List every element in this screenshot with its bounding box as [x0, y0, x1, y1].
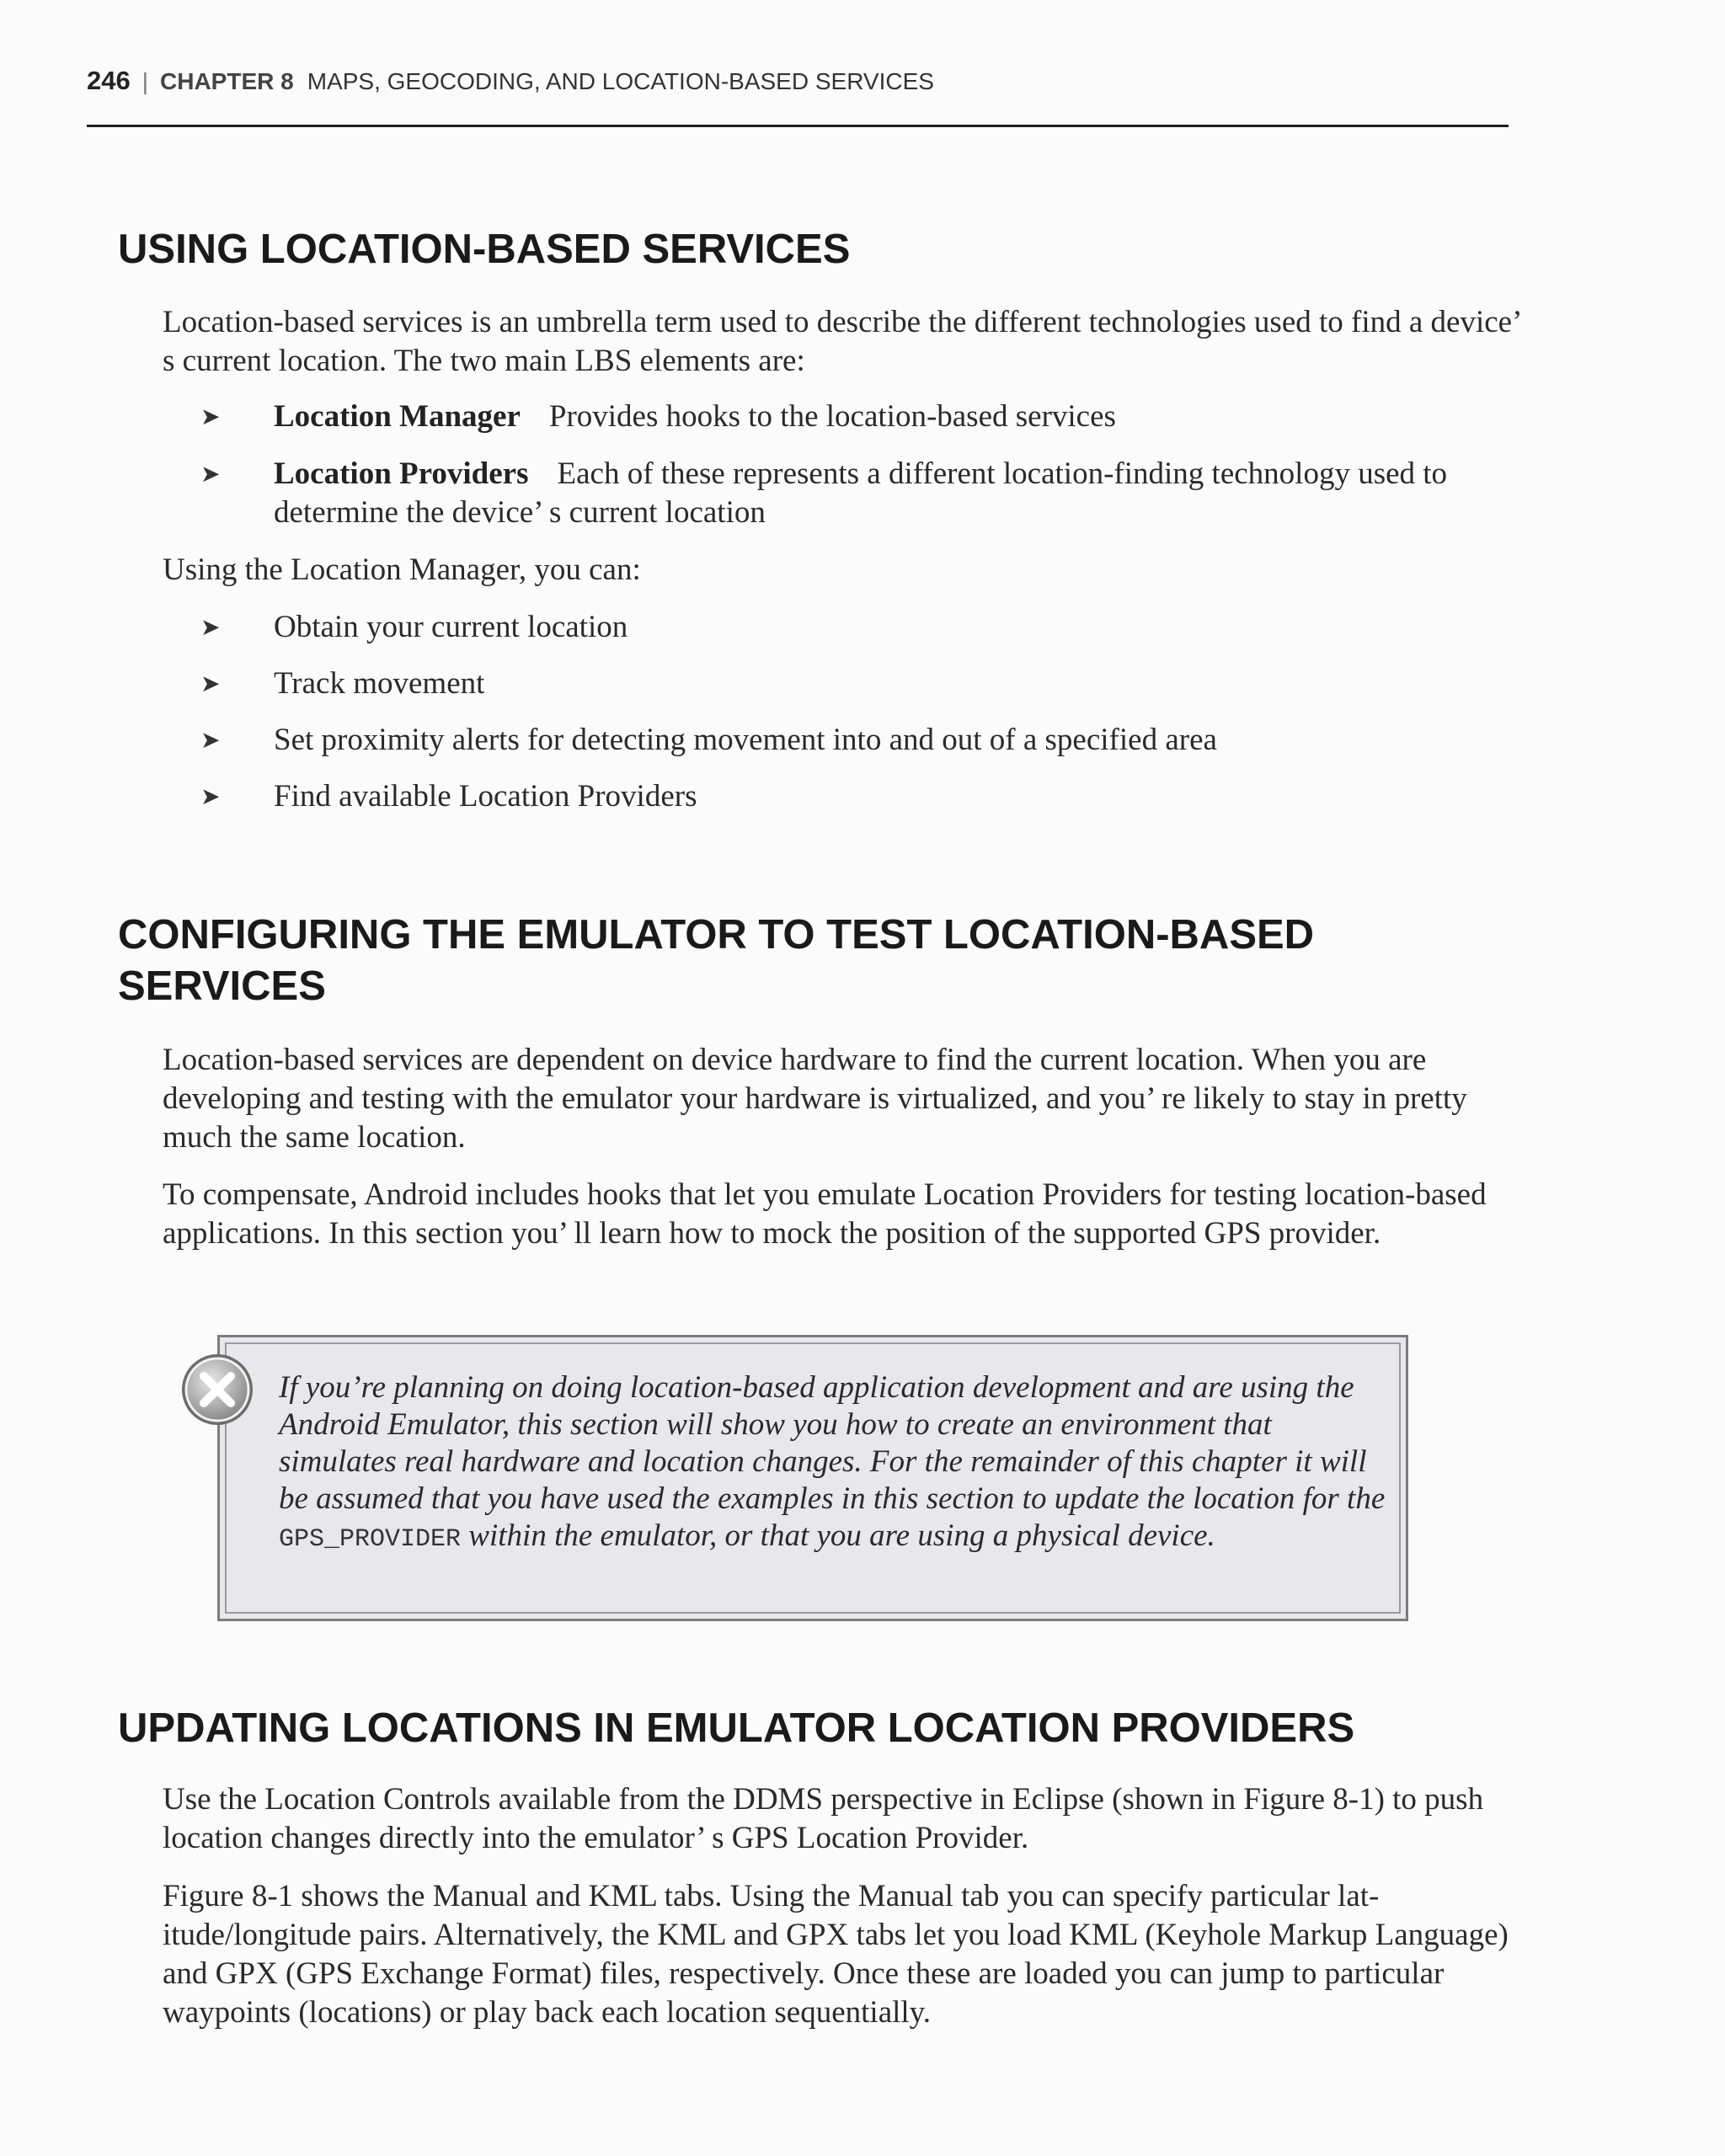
section-heading-using-lbs: USING LOCATION-BASED SERVICES	[118, 227, 851, 272]
header-rule	[87, 125, 1509, 127]
section-heading-updating-locations: UPDATING LOCATIONS IN EMULATOR LOCATION PROVIDERS	[118, 1705, 1355, 1751]
bullet-term: Location Manager	[274, 399, 521, 434]
bullet-text: Each of these represents a different location-finding technology used to determine the device’ s current location	[274, 456, 1448, 530]
running-head	[87, 66, 1510, 96]
arrow-bullet-icon: ➤	[200, 726, 221, 754]
section1-lead: Using the Location Manager, you can:	[163, 552, 641, 587]
warning-x-icon	[179, 1351, 256, 1428]
section-heading-configuring-emulator: CONFIGURING THE EMULATOR TO TEST LOCATION-BASED SERVICES	[118, 912, 1315, 1009]
bullet-text: Provides hooks to the location-based services	[548, 399, 1116, 434]
page-number: 246	[87, 66, 131, 95]
arrow-bullet-icon: ➤	[200, 782, 221, 810]
chapter-title: MAPS, GEOCODING, AND LOCATION-BASED SERVICES	[307, 68, 934, 94]
section1-intro: Location-based services is an umbrella term used to describe the different technologies used to find a device’ s current location. The two main LBS elements are:	[163, 305, 1520, 378]
section2-para2: To compensate, Android includes hooks that let you emulate Location Providers for testing location-based applications. In this section you’ ll learn how to mock the position of the supported GPS provider.	[163, 1177, 1487, 1251]
note-text: If you’re planning on doing location-based application development and are using the Android Emulator, this section will show you how to create an environment that simulates real hardware and location changes. For the remainder of this chapter it will be assumed that you have used the examples in this section to update the location for the GPS_PROVIDER within the emulator, or that you are using a physical device.	[279, 1370, 1386, 1554]
section2-para1: Location-based services are dependent on device hardware to find the current location. When you are developing and testing with the emulator your hardware is virtualized, and you’ re likely to stay in pretty much the same location.	[163, 1043, 1467, 1155]
header-separator: |	[142, 68, 149, 94]
bullet-term: Location Providers	[274, 456, 529, 491]
note-box	[217, 1335, 1408, 1621]
arrow-bullet-icon: ➤	[200, 613, 221, 641]
arrow-bullet-icon: ➤	[200, 670, 221, 697]
section3-para2: Figure 8-1 shows the Manual and KML tabs. Using the Manual tab you can specify particular lat-itude/longitude pairs. Alternatively, the KML and GPX tabs let you load KML (Keyhole Markup Language) and GPX (GPS Exchange Format) files, respectively. Once these are loaded you can jump to particular waypoints (locations) or play back each location sequentially.	[163, 1879, 1509, 2030]
code-gps-provider: GPS_PROVIDER	[279, 1525, 462, 1554]
arrow-bullet-icon: ➤	[200, 460, 221, 488]
arrow-bullet-icon: ➤	[200, 403, 221, 430]
chapter-label: CHAPTER 8	[160, 68, 294, 94]
section3-para1: Use the Location Controls available from the DDMS perspective in Eclipse (shown in Figure 8-1) to push location changes directly into the emulator’ s GPS Location Provider.	[163, 1782, 1484, 1855]
